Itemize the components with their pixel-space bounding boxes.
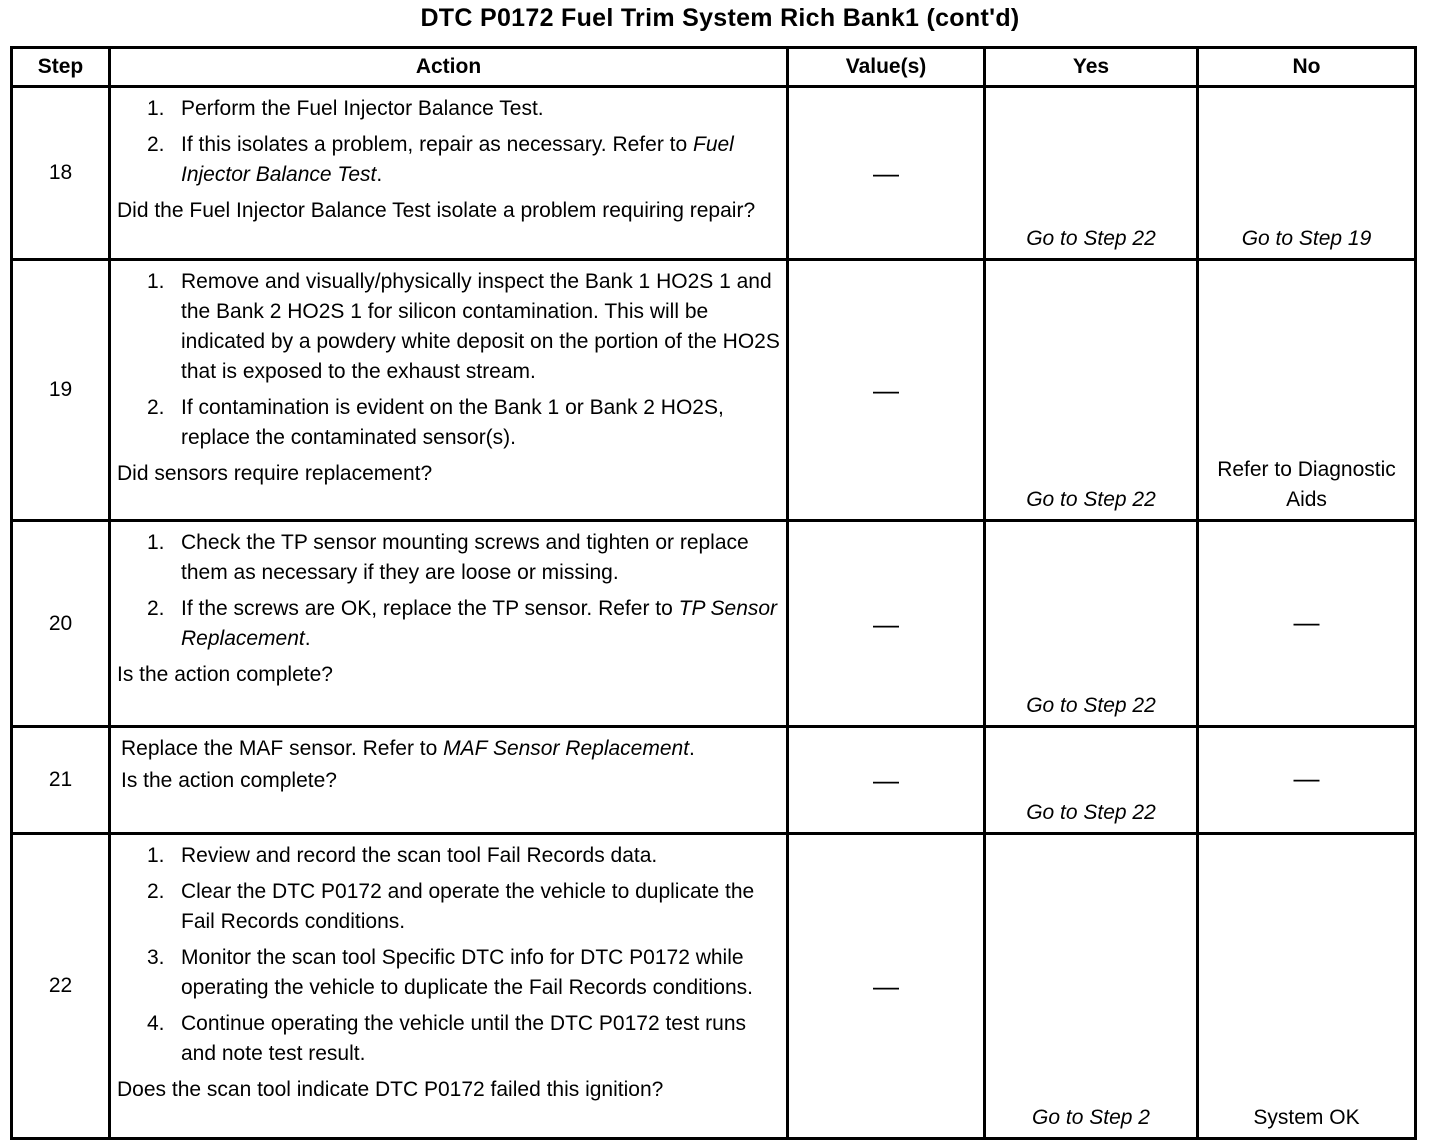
action-item: 2. If contamination is evident on the Bank 1 or Bank 2 HO2S, replace the contaminated sensor(s). xyxy=(147,395,724,449)
diagnostic-table xyxy=(10,46,1417,1140)
action-question: Does the scan tool indicate DTC P0172 failed this ignition? xyxy=(117,1077,664,1101)
reference-link-text: TP Sensor Replacement xyxy=(181,596,778,650)
yes-cell: Go to Step 22 xyxy=(985,259,1198,520)
table-row xyxy=(12,87,1416,260)
action-cell xyxy=(110,520,788,727)
action-cell xyxy=(110,833,788,1138)
yes-cell: Go to Step 2 xyxy=(985,833,1198,1138)
page-title: DTC P0172 Fuel Trim System Rich Bank1 (cont'd) xyxy=(420,4,1020,32)
action-item: 1. Review and record the scan tool Fail Records data. xyxy=(147,843,658,867)
action-item: 2. If this isolates a problem, repair as necessary. Refer to Fuel Injector Balance Test. xyxy=(147,133,734,186)
no-cell: — xyxy=(1198,520,1416,727)
action-item: 1. Remove and visually/physically inspect the Bank 1 HO2S 1 and the Bank 2 HO2S 1 for silicon contamination. This will be indicated by a powdery white deposit on the portion of the HO2S that is exposed to the exhaust stream. xyxy=(147,269,780,383)
no-cell: Go to Step 19 xyxy=(1198,87,1416,260)
action-item: 3. Monitor the scan tool Specific DTC info for DTC P0172 while operating the vehicle to duplicate the Fail Records conditions. xyxy=(147,945,754,999)
value-cell: — xyxy=(788,87,985,260)
action-item: 2. Clear the DTC P0172 and operate the vehicle to duplicate the Fail Records conditions. xyxy=(147,879,755,933)
action-question: Did sensors require replacement? xyxy=(117,461,433,485)
action-question: Is the action complete? xyxy=(121,769,337,793)
action-text: Replace the MAF sensor. Refer to MAF Sensor Replacement. xyxy=(121,737,695,761)
action-cell xyxy=(110,727,788,833)
value-cell: — xyxy=(788,520,985,727)
no-cell: — xyxy=(1198,727,1416,833)
header-step: Step xyxy=(12,48,110,87)
step-number: 20 xyxy=(12,520,110,727)
reference-link-text: MAF Sensor Replacement xyxy=(443,737,690,761)
no-cell: System OK xyxy=(1198,833,1416,1138)
table-row xyxy=(12,520,1416,727)
action-question: Is the action complete? xyxy=(117,662,333,686)
yes-cell: Go to Step 22 xyxy=(985,87,1198,260)
action-question: Did the Fuel Injector Balance Test isolate a problem requiring repair? xyxy=(117,199,756,222)
action-item: 1. Perform the Fuel Injector Balance Test. xyxy=(147,97,544,120)
action-item: 4. Continue operating the vehicle until the DTC P0172 test runs and note test result. xyxy=(147,1011,747,1065)
action-item: 2. If the screws are OK, replace the TP sensor. Refer to TP Sensor Replacement. xyxy=(147,596,778,650)
table-row xyxy=(12,727,1416,833)
table-row xyxy=(12,833,1416,1138)
header-row xyxy=(12,48,1416,87)
action-cell xyxy=(110,87,788,260)
header-values: Value(s) xyxy=(788,48,985,87)
value-cell: — xyxy=(788,833,985,1138)
yes-cell: Go to Step 22 xyxy=(985,520,1198,727)
action-item: 1. Check the TP sensor mounting screws and tighten or replace them as necessary if they are loose or missing. xyxy=(147,530,749,584)
step-number: 19 xyxy=(12,259,110,520)
step-number: 22 xyxy=(12,833,110,1138)
step-number: 18 xyxy=(12,87,110,260)
no-cell: Refer to Diagnostic Aids xyxy=(1198,259,1416,520)
value-cell: — xyxy=(788,727,985,833)
reference-link-text: Fuel Injector Balance Test xyxy=(181,133,734,186)
yes-cell: Go to Step 22 xyxy=(985,727,1198,833)
action-cell xyxy=(110,259,788,520)
header-action: Action xyxy=(110,48,788,87)
value-cell: — xyxy=(788,259,985,520)
header-no: No xyxy=(1198,48,1416,87)
table-row xyxy=(12,259,1416,520)
step-number: 21 xyxy=(12,727,110,833)
header-yes: Yes xyxy=(985,48,1198,87)
